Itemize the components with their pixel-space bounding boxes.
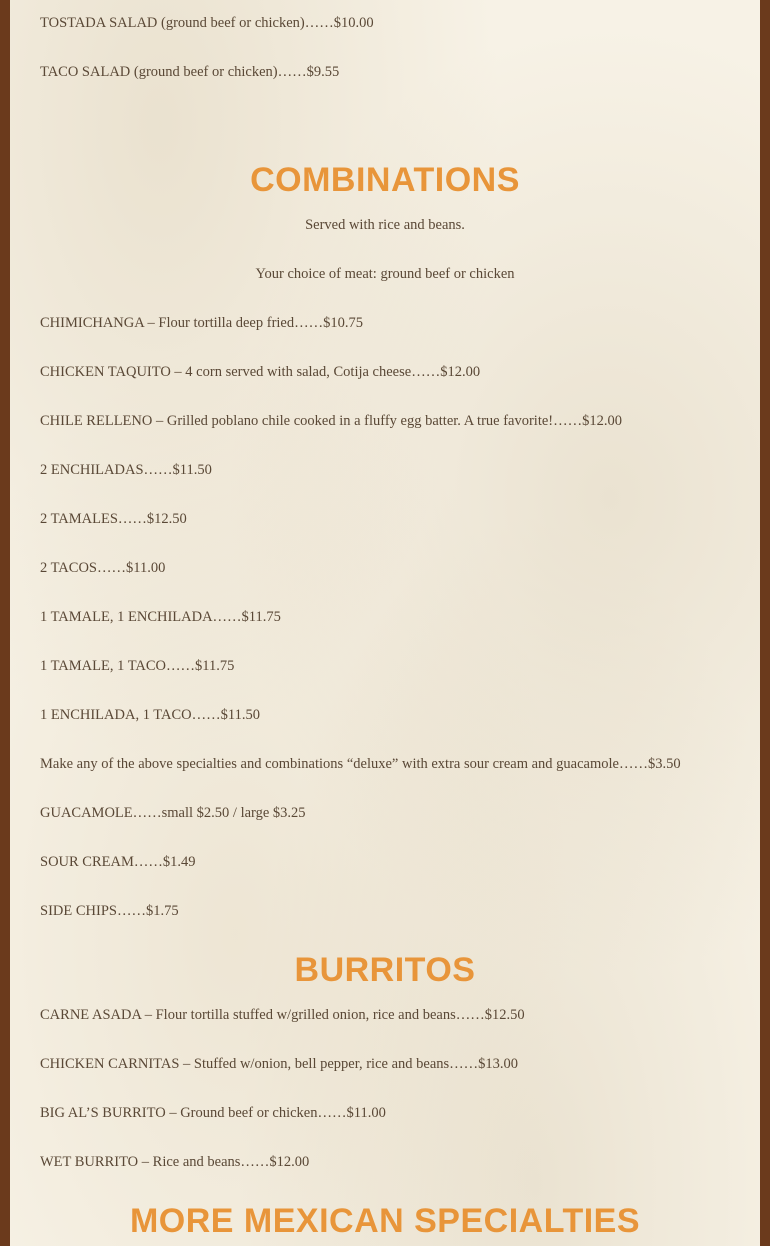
menu-item-tamale-enchilada: 1 TAMALE, 1 ENCHILADA……$11.75 bbox=[40, 609, 281, 625]
section-heading-combinations: COMBINATIONS bbox=[250, 161, 520, 199]
menu-item-2-enchiladas: 2 ENCHILADAS……$11.50 bbox=[40, 462, 212, 478]
menu-item-side-chips: SIDE CHIPS……$1.75 bbox=[40, 903, 179, 919]
menu-item-carne-asada: CARNE ASADA – Flour tortilla stuffed w/grilled onion, rice and beans……$12.50 bbox=[40, 1007, 525, 1023]
menu-item-tamale-taco: 1 TAMALE, 1 TACO……$11.75 bbox=[40, 658, 235, 674]
menu-item-sour-cream: SOUR CREAM……$1.49 bbox=[40, 854, 196, 870]
menu-item-tostada-salad: TOSTADA SALAD (ground beef or chicken)……$10.00 bbox=[40, 15, 374, 31]
section-heading-more-mexican-specialties: MORE MEXICAN SPECIALTIES bbox=[129, 1202, 641, 1240]
menu-item-enchilada-taco: 1 ENCHILADA, 1 TACO……$11.50 bbox=[40, 707, 260, 723]
combinations-note-meat-choice: Your choice of meat: ground beef or chicken bbox=[255, 266, 515, 282]
menu-item-chicken-carnitas: CHICKEN CARNITAS – Stuffed w/onion, bell pepper, rice and beans……$13.00 bbox=[40, 1056, 519, 1072]
menu-item-wet-burrito: WET BURRITO – Rice and beans……$12.00 bbox=[40, 1154, 310, 1170]
menu-item-guacamole: GUACAMOLE……small $2.50 / large $3.25 bbox=[40, 805, 306, 821]
menu-item-chicken-taquito: CHICKEN TAQUITO – 4 corn served with salad, Cotija cheese……$12.00 bbox=[40, 364, 481, 380]
menu-item-chile-relleno: CHILE RELLENO – Grilled poblano chile cooked in a fluffy egg batter. A true favorite!……$12.00 bbox=[40, 413, 623, 429]
menu-item-taco-salad: TACO SALAD (ground beef or chicken)……$9.55 bbox=[40, 64, 340, 80]
menu-page bbox=[10, 0, 760, 1246]
menu-item-chimichanga: CHIMICHANGA – Flour tortilla deep fried……$10.75 bbox=[40, 315, 363, 331]
menu-item-big-als-burrito: BIG AL’S BURRITO – Ground beef or chicken……$11.00 bbox=[40, 1105, 386, 1121]
menu-item-2-tacos: 2 TACOS……$11.00 bbox=[40, 560, 166, 576]
menu-item-deluxe-upgrade: Make any of the above specialties and combinations “deluxe” with extra sour cream and guacamole……$3.50 bbox=[40, 756, 681, 772]
menu-item-2-tamales: 2 TAMALES……$12.50 bbox=[40, 511, 187, 527]
combinations-note-rice-beans: Served with rice and beans. bbox=[305, 217, 465, 233]
section-heading-burritos: BURRITOS bbox=[294, 951, 476, 989]
